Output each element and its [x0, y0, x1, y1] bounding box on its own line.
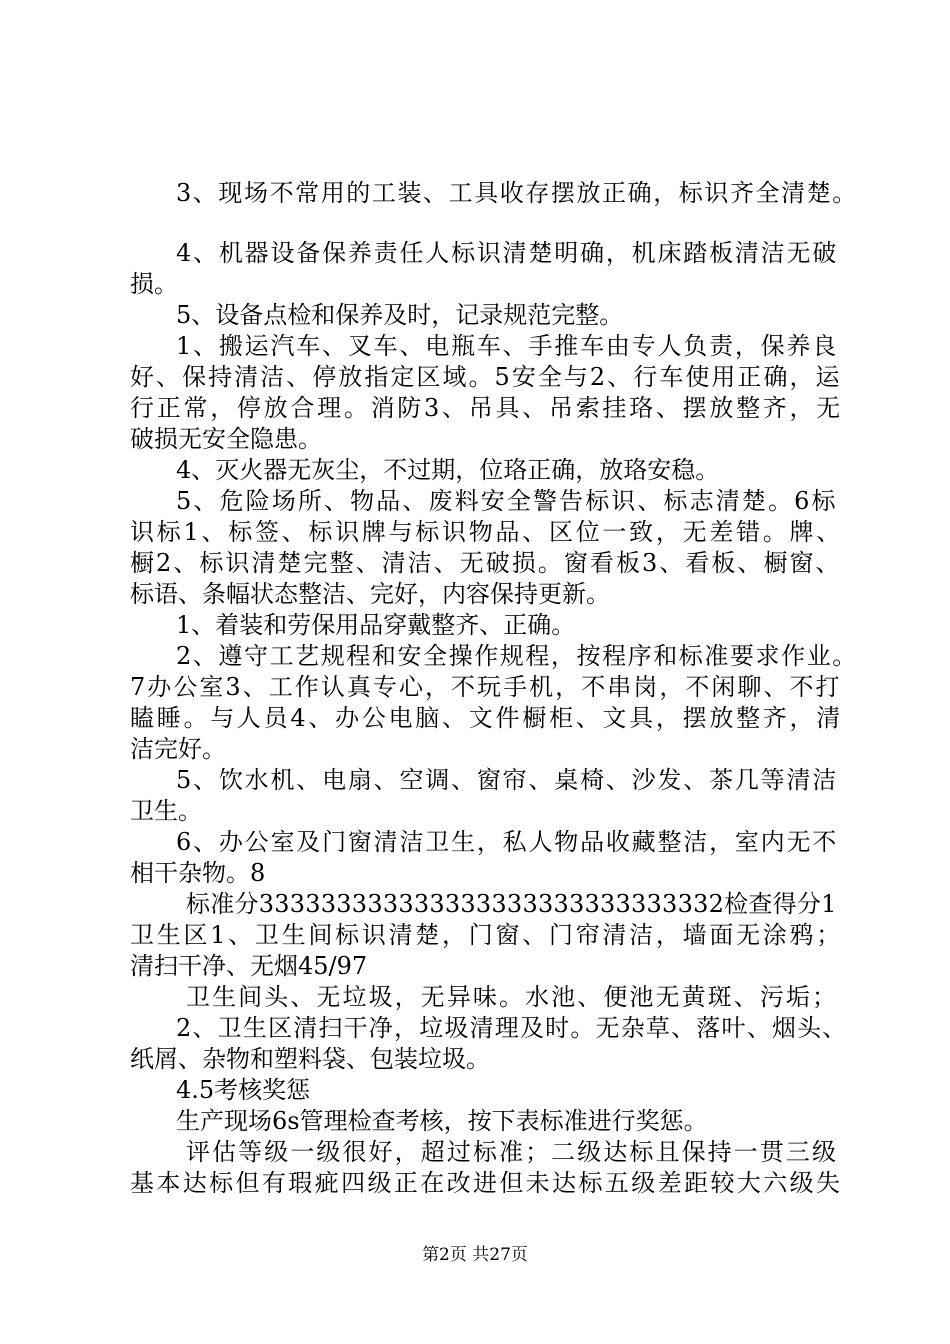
paragraph-line: 识标1、标签、标识牌与标识物品、区位一致，无差错。牌、 [130, 518, 843, 546]
paragraph-line: 6、办公室及门窗清洁卫生，私人物品收藏整洁，室内无不 [176, 828, 839, 856]
paragraph-line: 1、搬运汽车、叉车、电瓶车、手推车由专人负责，保养良 [176, 332, 839, 360]
page-number-footer: 第2页 共27页 [422, 1245, 528, 1265]
paragraph-line: 基本达标但有瑕疵四级正在改进但未达标五级差距较大六级失 [130, 1169, 843, 1197]
section-heading: 4.5考核奖惩 [176, 1076, 311, 1104]
paragraph-line: 破损无安全隐患。 [130, 425, 322, 453]
paragraph-line: 5、设备点检和保养及时，记录规范完整。 [176, 301, 624, 329]
paragraph-line: 好、保持清洁、停放指定区域。5安全与2、行车使用正确，运 [130, 363, 842, 391]
paragraph-line: 损。 [130, 270, 178, 298]
paragraph-line: 1、着装和劳保用品穿戴整齐、正确。 [176, 611, 576, 639]
paragraph-line: 5、饮水机、电扇、空调、窗帘、桌椅、沙发、茶几等清洁 [176, 766, 839, 794]
paragraph-line: 洁完好。 [130, 735, 226, 763]
paragraph-line: 4、灭火器无灰尘，不过期，位珞正确，放珞安稳。 [176, 456, 720, 484]
paragraph-line: 卫生区1、卫生间标识清楚，门窗、门帘清洁，墙面无涂鸦； [130, 921, 843, 949]
paragraph-line: 标语、条幅状态整洁、完好，内容保持更新。 [130, 580, 610, 608]
paragraph-line: 标准分333333333333333333333333333332检查得分1 [186, 890, 837, 918]
paragraph-line: 生产现场6s管理检查考核，按下表标准进行奖惩。 [176, 1107, 708, 1135]
paragraph-line: 2、卫生区清扫干净，垃圾清理及时。无杂草、落叶、烟头、 [176, 1014, 848, 1042]
paragraph-line: 4、机器设备保养责任人标识清楚明确，机床踏板清洁无破 [176, 239, 839, 267]
paragraph-line: 清扫干净、无烟45/97 [130, 952, 368, 980]
paragraph-line: 卫生。 [130, 797, 202, 825]
paragraph-line: 瞌睡。与人员4、办公电脑、文件橱柜、文具，摆放整齐，清 [130, 704, 843, 732]
paragraph-line: 5、危险场所、物品、废料安全警告标识、标志清楚。6标 [176, 487, 838, 515]
paragraph-line: 行正常，停放合理。消防3、吊具、吊索挂珞、摆放整齐，无 [130, 394, 843, 422]
paragraph-line: 3、现场不常用的工装、工具收存摆放正确，标识齐全清楚。 [176, 179, 858, 207]
paragraph-line: 评估等级一级很好，超过标准；二级达标且保持一贯三级 [186, 1138, 839, 1166]
paragraph-line: 相干杂物。8 [130, 859, 266, 887]
paragraph-line: 橱2、标识清楚完整、清洁、无破损。窗看板3、看板、橱窗、 [130, 549, 842, 577]
paragraph-line: 卫生间头、无垃圾，无异味。水池、便池无黄斑、污垢； [186, 983, 839, 1011]
paragraph-line: 纸屑、杂物和塑料袋、包装垃圾。 [130, 1045, 490, 1073]
paragraph-line: 7办公室3、工作认真专心，不玩手机，不串岗，不闲聊、不打 [130, 673, 842, 701]
paragraph-line: 2、遵守工艺规程和安全操作规程，按程序和标准要求作业。 [176, 642, 858, 670]
